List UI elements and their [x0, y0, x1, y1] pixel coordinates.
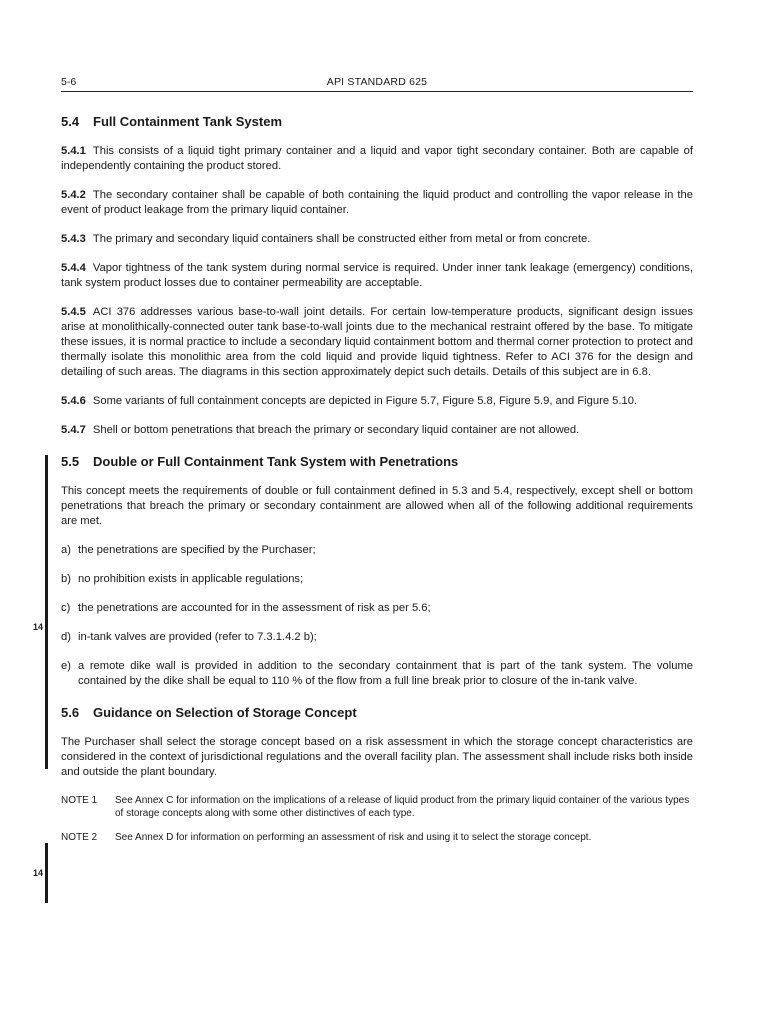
section-title: Full Containment Tank System	[93, 114, 283, 129]
clause	[61, 188, 693, 218]
clause-number: 5.4.4	[61, 262, 86, 274]
revision-mark: 14	[33, 868, 44, 878]
revision-mark: 14	[33, 622, 44, 632]
change-bar	[45, 843, 48, 903]
clause-text: Vapor tightness of the tank system during normal service is required. Under inner tank leakage (emergency) conditions, tank system product losses due to container permeability are acceptable.	[61, 262, 693, 289]
clause	[61, 394, 693, 409]
clause-text: Some variants of full containment concepts are depicted in Figure 5.7, Figure 5.8, Figure 5.9, and Figure 5.10.	[92, 395, 638, 407]
list-text: a remote dike wall is provided in addition to the secondary containment that is part of the tank system. The volume contained by the dike shall be equal to 110 % of the flow from a full line break prior to closure of the in-tank valve.	[78, 660, 693, 687]
clause	[61, 305, 693, 380]
list-text: the penetrations are specified by the Purchaser;	[78, 544, 316, 556]
list-label: e)	[61, 660, 71, 672]
list-text: no prohibition exists in applicable regulations;	[78, 573, 304, 585]
list-item	[61, 630, 693, 645]
section-heading	[61, 112, 693, 132]
clause-text: The primary and secondary liquid containers shall be constructed either from metal or from concrete.	[92, 233, 591, 245]
clause-number: 5.4.6	[61, 395, 86, 407]
list-text: in-tank valves are provided (refer to 7.3.1.4.2 b);	[78, 631, 317, 643]
clause-number: 5.4.5	[61, 306, 86, 318]
note	[61, 794, 693, 820]
note	[61, 831, 693, 844]
note-label: NOTE 1	[61, 795, 98, 806]
clause	[61, 261, 693, 291]
list-item	[61, 601, 693, 616]
clause-text: This consists of a liquid tight primary container and a liquid and vapor tight secondary container. Both are capable of independently containing the product stored.	[61, 145, 693, 172]
clause-number: 5.4.2	[61, 189, 86, 201]
note-text: See Annex D for information on performing an assessment of risk and using it to select the storage concept.	[115, 832, 592, 843]
section-heading	[61, 703, 693, 723]
list-item	[61, 543, 693, 558]
section-number: 5.6	[61, 705, 80, 720]
clause-number: 5.4.3	[61, 233, 86, 245]
note-text: See Annex C for information on the implications of a release of liquid product from the primary liquid container of the various types of storage concepts along with some other distinctives of each type.	[115, 795, 690, 819]
clause	[61, 232, 693, 247]
section-number: 5.4	[61, 114, 80, 129]
page-header	[61, 75, 693, 92]
list-item	[61, 659, 693, 689]
change-bar	[45, 455, 48, 769]
clause	[61, 144, 693, 174]
section-title: Double or Full Containment Tank System with Penetrations	[93, 454, 459, 469]
clause-number: 5.4.1	[61, 145, 86, 157]
clause-number: 5.4.7	[61, 424, 86, 436]
clause-text: Shell or bottom penetrations that breach the primary or secondary liquid container are not allowed.	[92, 424, 580, 436]
list-text: the penetrations are accounted for in the assessment of risk as per 5.6;	[78, 602, 431, 614]
running-title: API STANDARD 625	[326, 76, 428, 88]
section-heading	[61, 452, 693, 472]
list-label: c)	[61, 602, 71, 614]
clause-text: The secondary container shall be capable of both containing the liquid product and controlling the vapor release in the event of product leakage from the primary liquid container.	[61, 189, 693, 216]
clause	[61, 423, 693, 438]
list-label: a)	[61, 544, 71, 556]
page-number: 5-6	[61, 76, 77, 88]
note-label: NOTE 2	[61, 832, 98, 843]
list-label: b)	[61, 573, 71, 585]
page-body	[61, 112, 693, 855]
section-intro: This concept meets the requirements of double or full containment defined in 5.3 and 5.4, respectively, except shell or bottom penetrations that breach the primary or secondary containment are allowed when all of the following additional requirements are met.	[61, 485, 693, 527]
list-item	[61, 572, 693, 587]
section-title: Guidance on Selection of Storage Concept	[93, 705, 357, 720]
clause-text: ACI 376 addresses various base-to-wall joint details. For certain low-temperature products, significant design issues arise at monolithically-connected outer tank base-to-wall joints due to the mechanical restraint offered by the base. To mitigate these issues, it is normal practice to include a secondary liquid containment bottom and thermal corner protection to protect and thermally isolate this monolithic area from the cold liquid and provide liquid tightness. Refer to ACI 376 for the design and detailing of such areas. The diagrams in this section approximately depict such details. Details of this subject are in 6.8.	[61, 306, 693, 378]
section-number: 5.5	[61, 454, 80, 469]
list-label: d)	[61, 631, 71, 643]
section-intro: The Purchaser shall select the storage concept based on a risk assessment in which the storage concept characteristics are considered in the context of jurisdictional regulations and the overall facility plan. The assessment shall include risks both inside and outside the plant boundary.	[61, 736, 693, 778]
